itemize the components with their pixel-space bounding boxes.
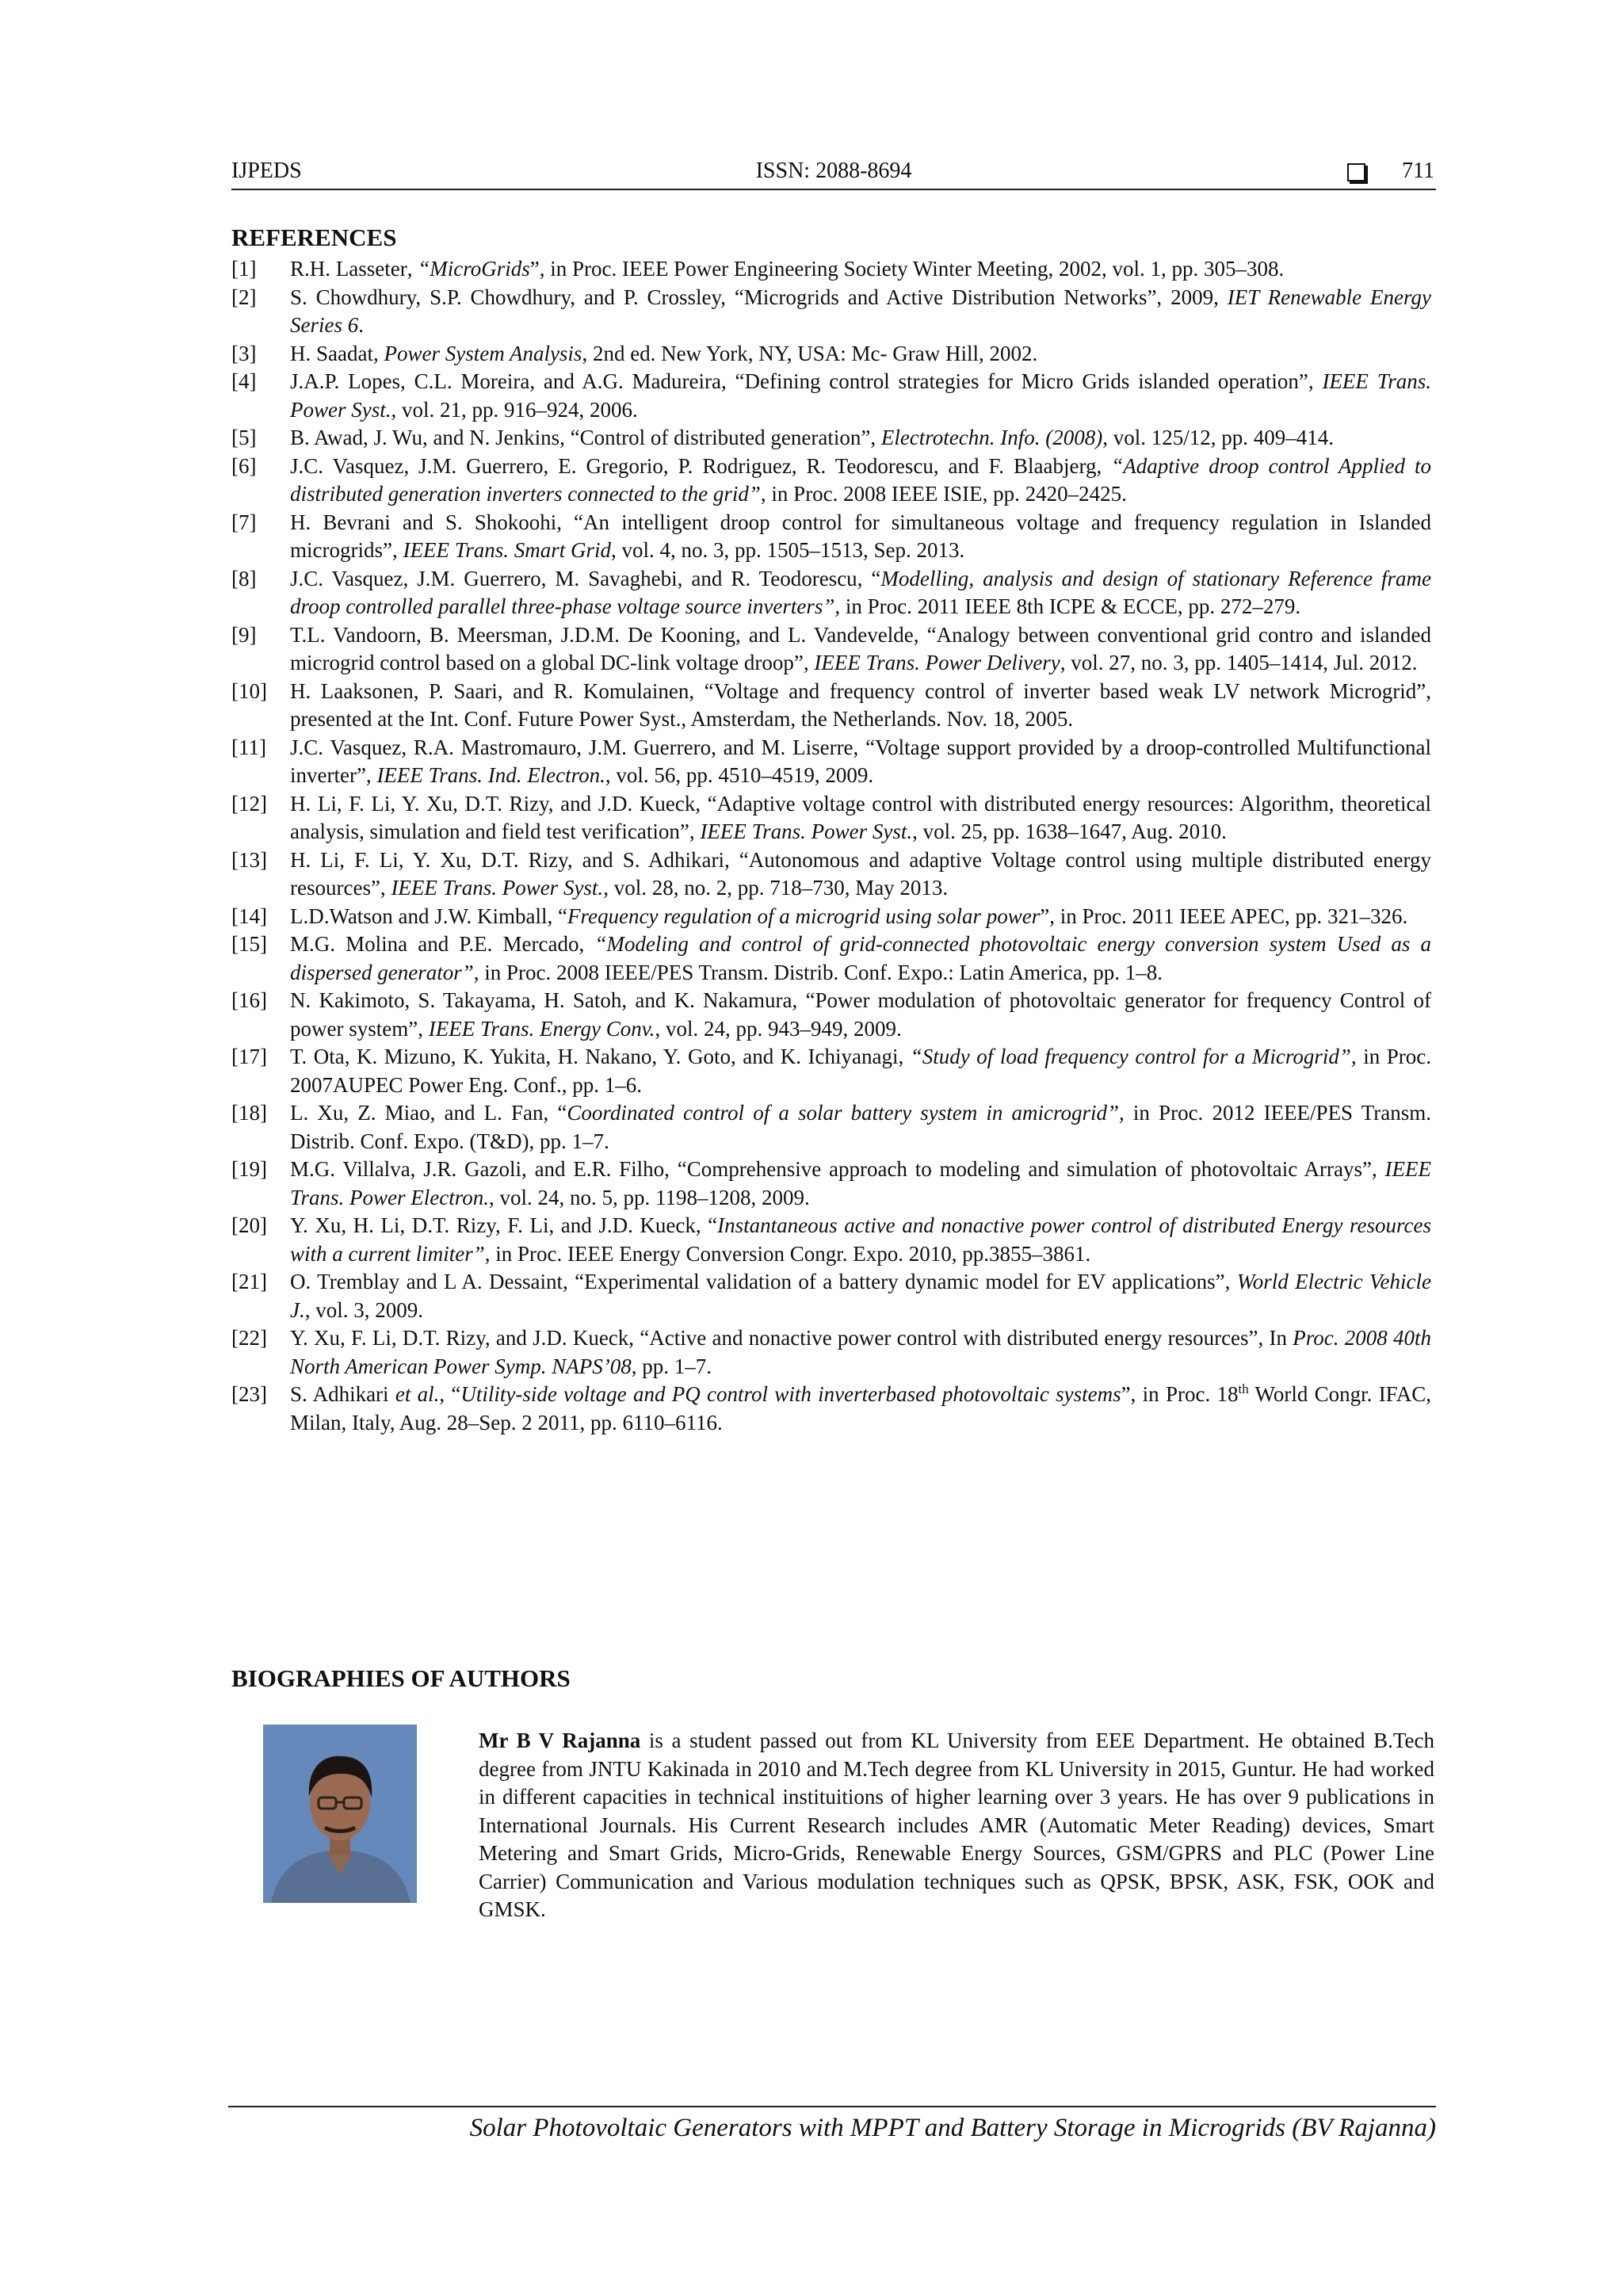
reference-number: [10] — [231, 678, 267, 703]
reference-number: [23] — [231, 1382, 267, 1406]
reference-number: [19] — [231, 1157, 267, 1181]
reference-number: [21] — [231, 1270, 267, 1293]
running-footer: Solar Photovoltaic Generators with MPPT and Battery Storage in Microgrids (BV Rajanna) — [228, 2106, 1436, 2144]
reference-entry — [231, 734, 1431, 790]
header-page-info — [1347, 154, 1434, 189]
reference-entry — [231, 1268, 1431, 1324]
reference-number: [9] — [231, 622, 257, 647]
reference-text: S. Chowdhury, S.P. Chowdhury, and P. Crossley, “Microgrids and Active Distribution Networks”, 2009, IET Renewable Energy Series 6. — [290, 285, 1431, 337]
reference-entry — [231, 255, 1431, 284]
reference-entry — [231, 621, 1431, 678]
reference-number: [14] — [231, 904, 267, 928]
author-name: Mr B V Rajanna — [479, 1729, 641, 1752]
reference-entry — [231, 1156, 1431, 1212]
reference-text: S. Adhikari et al., “Utility-side voltage and PQ control with inverterbased photovoltaic systems”, in Proc. 18th World Congr. IFAC, Milan, Italy, Aug. 28–Sep. 2 2011, pp. 6110–6116. — [290, 1381, 1431, 1435]
reference-entry — [231, 987, 1431, 1043]
reference-entry — [231, 565, 1431, 621]
reference-entry — [231, 1043, 1431, 1099]
reference-entry — [231, 903, 1431, 931]
reference-number: [3] — [231, 341, 257, 365]
reference-number: [6] — [231, 453, 257, 478]
reference-text: N. Kakimoto, S. Takayama, H. Satoh, and K. Nakamura, “Power modulation of photovoltaic generator for frequency Control of power system”, IEEE Trans. Energy Conv., vol. 24, pp. 943–949, 2009. — [290, 988, 1431, 1041]
reference-number: [16] — [231, 988, 267, 1012]
reference-entry — [231, 340, 1431, 369]
issn-number: ISSN: 2088-8694 — [755, 159, 912, 183]
reference-number: [20] — [231, 1213, 267, 1237]
reference-entry — [231, 790, 1431, 846]
reference-text: J.C. Vasquez, J.M. Guerrero, M. Savaghebi, and R. Teodorescu, “Modelling, analysis and design of stationary Reference frame droop controlled parallel three-phase voltage source inverters”, in Proc. 2011 IEEE 8th ICPE & ECCE, pp. 272–279. — [290, 566, 1431, 618]
reference-entry — [231, 1099, 1431, 1156]
reference-entry — [231, 284, 1431, 340]
references-title: REFERENCES — [231, 223, 397, 251]
reference-entry — [231, 678, 1431, 734]
reference-number: [2] — [231, 285, 257, 309]
checkbox-square-icon — [1347, 163, 1365, 181]
reference-text: H. Saadat, Power System Analysis, 2nd ed. New York, NY, USA: Mc- Graw Hill, 2002. — [290, 341, 1038, 365]
reference-entry — [231, 453, 1431, 509]
journal-name: IJPEDS — [231, 159, 302, 183]
page-number: 711 — [1402, 159, 1434, 183]
reference-number: [13] — [231, 847, 267, 872]
reference-number: [5] — [231, 426, 257, 449]
reference-entry — [231, 509, 1431, 565]
running-header — [231, 154, 1436, 190]
author-biography — [479, 1727, 1434, 1924]
reference-number: [22] — [231, 1326, 267, 1350]
reference-text: M.G. Molina and P.E. Mercado, “Modeling and control of grid-connected photovoltaic energy conversion system Used as a dispersed generator”, in Proc. 2008 IEEE/PES Transm. Distrib. Conf. Expo.: Latin America, pp. 1–8. — [290, 932, 1431, 984]
reference-number: [7] — [231, 510, 257, 534]
biographies-title: BIOGRAPHIES OF AUTHORS — [231, 1664, 571, 1692]
reference-text: Y. Xu, H. Li, D.T. Rizy, F. Li, and J.D. Kueck, “Instantaneous active and nonactive power control of distributed Energy resources with a current limiter”, in Proc. IEEE Energy Conversion Congr. Expo. 2010, pp.3855–3861. — [290, 1213, 1432, 1266]
references-section — [231, 223, 1431, 1437]
reference-number: [4] — [231, 369, 257, 393]
author-portrait-image — [263, 1725, 417, 1903]
reference-text: J.A.P. Lopes, C.L. Moreira, and A.G. Madureira, “Defining control strategies for Micro Grids islanded operation”, IEEE Trans. Power Syst., vol. 21, pp. 916–924, 2006. — [290, 369, 1431, 422]
reference-entry — [231, 1381, 1431, 1437]
reference-entry — [231, 930, 1431, 987]
reference-entry — [231, 1212, 1431, 1268]
reference-text: Y. Xu, F. Li, D.T. Rizy, and J.D. Kueck, “Active and nonactive power control with distributed energy resources”, In Proc. 2008 40th North American Power Symp. NAPS’08, pp. 1–7. — [290, 1326, 1431, 1378]
reference-text: M.G. Villalva, J.R. Gazoli, and E.R. Filho, “Comprehensive approach to modeling and simulation of photovoltaic Arrays”, IEEE Trans. Power Electron., vol. 24, no. 5, pp. 1198–1208, 2009. — [290, 1157, 1431, 1209]
reference-text: L. Xu, Z. Miao, and L. Fan, “Coordinated control of a solar battery system in amicrogrid”, in Proc. 2012 IEEE/PES Transm. Distrib. Conf. Expo. (T&D), pp. 1–7. — [290, 1101, 1432, 1153]
author-bio-text: is a student passed out from KL University from EEE Department. He obtained B.Tech degree from JNTU Kakinada in 2010 and M.Tech degree from KL University in 2015, Guntur. He had worked in different capacities in technical instituitions of higher learning over 3 years. He has over 9 publications in International Journals. His Current Research includes AMR (Automatic Meter Reading) devices, Smart Metering and Smart Grids, Micro-Grids, Renewable Energy Sources, GSM/GPRS and PLC (Power Line Carrier) Communication and Various modulation techniques such as QPSK, BPSK, ASK, FSK, OOK and GMSK. — [479, 1729, 1434, 1921]
reference-number: [12] — [231, 791, 267, 816]
reference-number: [18] — [231, 1101, 267, 1125]
reference-number: [15] — [231, 932, 267, 956]
author-photo — [263, 1725, 417, 1903]
reference-number: [8] — [231, 566, 257, 590]
reference-text: H. Laaksonen, P. Saari, and R. Komulainen, “Voltage and frequency control of inverter based weak LV network Microgrid”, presented at the Int. Conf. Future Power Syst., Amsterdam, the Netherlands. Nov. 18, 2005. — [290, 678, 1431, 731]
reference-number: [17] — [231, 1045, 267, 1068]
reference-text: T. Ota, K. Mizuno, K. Yukita, H. Nakano, Y. Goto, and K. Ichiyanagi, “Study of load frequency control for a Microgrid”, in Proc. 2007AUPEC Power Eng. Conf., pp. 1–6. — [290, 1045, 1431, 1097]
reference-text: R.H. Lasseter, “MicroGrids”, in Proc. IEEE Power Engineering Society Winter Meeting, 2002, vol. 1, pp. 305–308. — [290, 257, 1285, 281]
reference-text: J.C. Vasquez, J.M. Guerrero, E. Gregorio, P. Rodriguez, R. Teodorescu, and F. Blaabjerg, “Adaptive droop control Applied to distributed generation inverters connected to the grid”, in Proc. 2008 IEEE ISIE, pp. 2420–2425. — [290, 453, 1431, 506]
reference-text: H. Bevrani and S. Shokoohi, “An intelligent droop control for simultaneous voltage and frequency regulation in Islanded microgrids”, IEEE Trans. Smart Grid, vol. 4, no. 3, pp. 1505–1513, Sep. 2013. — [290, 510, 1431, 562]
reference-text: B. Awad, J. Wu, and N. Jenkins, “Control of distributed generation”, Electrotechn. Info. (2008), vol. 125/12, pp. 409–414. — [290, 426, 1335, 449]
reference-entry — [231, 1324, 1431, 1381]
reference-text: O. Tremblay and L A. Dessaint, “Experimental validation of a battery dynamic model for EV applications”, World Electric Vehicle J., vol. 3, 2009. — [290, 1270, 1431, 1322]
reference-list — [231, 255, 1431, 1437]
reference-number: [11] — [231, 735, 266, 759]
reference-text: H. Li, F. Li, Y. Xu, D.T. Rizy, and J.D. Kueck, “Adaptive voltage control with distributed energy resources: Algorithm, theoretical analysis, simulation and field test verification”, IEEE Trans. Power Syst., vol. 25, pp. 1638–1647, Aug. 2010. — [290, 791, 1431, 843]
reference-number: [1] — [231, 257, 257, 281]
reference-text: L.D.Watson and J.W. Kimball, “Frequency regulation of a microgrid using solar power”, in Proc. 2011 IEEE APEC, pp. 321–326. — [290, 904, 1408, 928]
reference-entry — [231, 424, 1431, 453]
reference-text: T.L. Vandoorn, B. Meersman, J.D.M. De Kooning, and L. Vandevelde, “Analogy between conventional grid contro and islanded microgrid control based on a global DC-link voltage droop”, IEEE Trans. Power Delivery, vol. 27, no. 3, pp. 1405–1414, Jul. 2012. — [290, 622, 1431, 674]
reference-entry — [231, 846, 1431, 903]
reference-text: H. Li, F. Li, Y. Xu, D.T. Rizy, and S. Adhikari, “Autonomous and adaptive Voltage control using multiple distributed energy resources”, IEEE Trans. Power Syst., vol. 28, no. 2, pp. 718–730, May 2013. — [290, 847, 1431, 900]
reference-text: J.C. Vasquez, R.A. Mastromauro, J.M. Guerrero, and M. Liserre, “Voltage support provided by a droop-controlled Multifunctional inverter”, IEEE Trans. Ind. Electron., vol. 56, pp. 4510–4519, 2009. — [290, 735, 1431, 787]
reference-entry — [231, 368, 1431, 424]
